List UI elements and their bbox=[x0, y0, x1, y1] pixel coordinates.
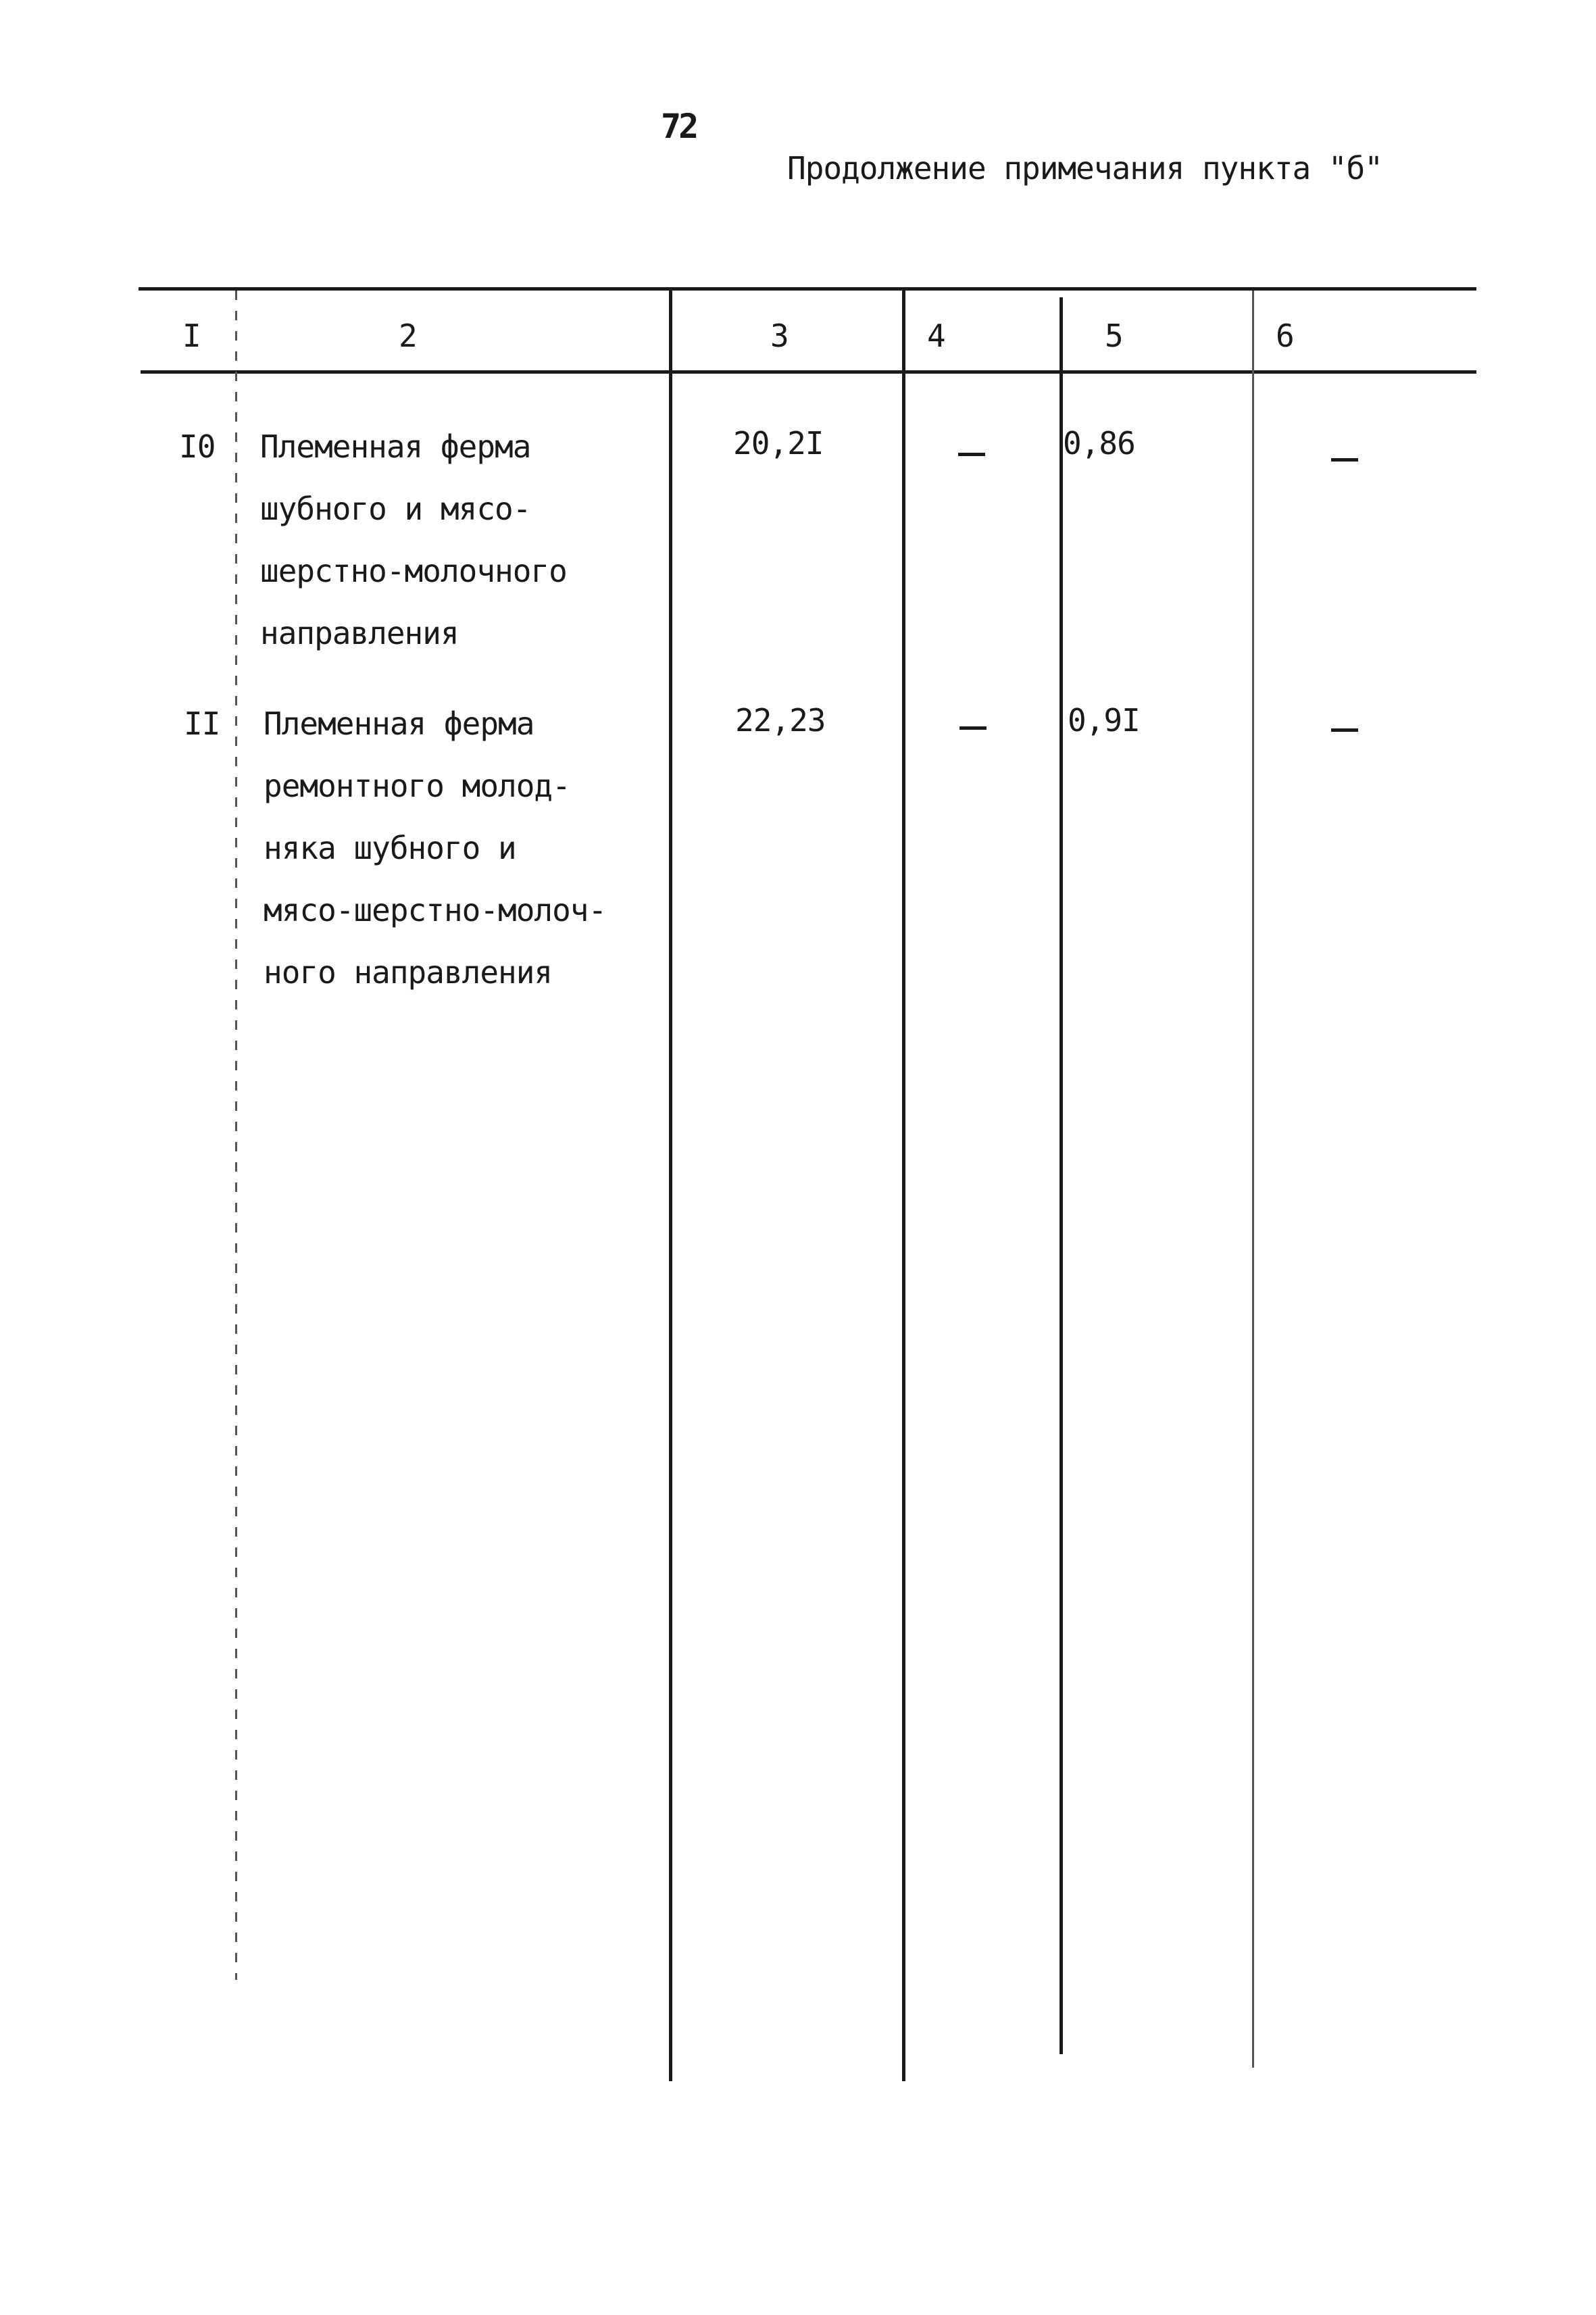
row-name-line: шерстно-молочного bbox=[260, 553, 567, 589]
continuation-heading: Продолжение примечания пункта "б" bbox=[787, 150, 1382, 186]
column-divider-3 bbox=[902, 291, 905, 2081]
column-divider-5 bbox=[1252, 291, 1254, 2068]
row-col5-value: 0,9I bbox=[1068, 702, 1140, 739]
row-col5-value: 0,86 bbox=[1063, 425, 1135, 462]
row-col4-dash bbox=[958, 453, 985, 456]
row-name-line: направления bbox=[260, 615, 459, 651]
table-header-rule bbox=[141, 370, 1476, 374]
column-header-3: 3 bbox=[770, 318, 789, 354]
column-divider-4 bbox=[1059, 297, 1063, 2054]
row-name-line: Племенная ферма bbox=[264, 705, 534, 742]
table-top-rule bbox=[139, 287, 1476, 291]
row-col4-dash bbox=[959, 726, 987, 730]
row-name-line: Племенная ферма bbox=[260, 428, 531, 465]
row-name bbox=[264, 693, 606, 1003]
row-name-line: ного направления bbox=[264, 954, 553, 991]
row-col6-dash bbox=[1331, 458, 1358, 462]
column-header-1: I bbox=[182, 318, 201, 354]
column-header-2: 2 bbox=[399, 318, 418, 354]
column-header-6: 6 bbox=[1276, 318, 1295, 354]
row-name-line: шубного и мясо- bbox=[260, 491, 531, 527]
row-col3-value: 22,23 bbox=[735, 702, 826, 739]
column-divider-1 bbox=[235, 291, 237, 1980]
column-header-5: 5 bbox=[1105, 318, 1124, 354]
column-divider-2 bbox=[669, 291, 672, 2081]
row-col3-value: 20,2I bbox=[733, 425, 824, 462]
row-name bbox=[260, 416, 567, 664]
column-header-4: 4 bbox=[927, 318, 946, 354]
row-number: I0 bbox=[179, 428, 216, 465]
row-number: II bbox=[184, 705, 220, 742]
row-name-line: няка шубного и bbox=[264, 830, 516, 866]
page-number: 72 bbox=[661, 107, 697, 146]
row-name-line: ремонтного молод- bbox=[264, 768, 570, 804]
row-col6-dash bbox=[1331, 728, 1358, 732]
row-name-line: мясо-шерстно-молоч- bbox=[264, 892, 607, 928]
